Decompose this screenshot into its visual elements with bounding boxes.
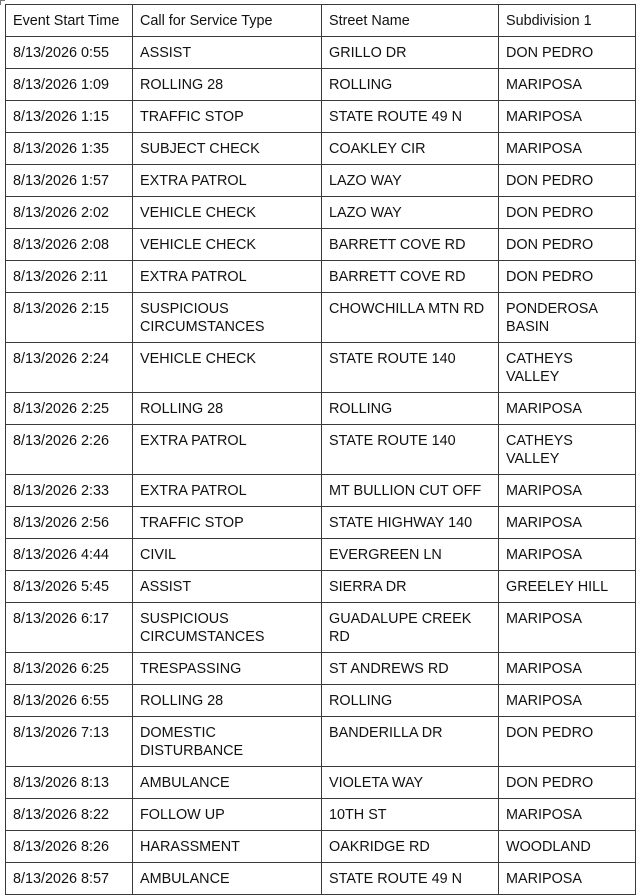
cell-call-type: SUBJECT CHECK: [133, 133, 322, 165]
cell-call-type: EXTRA PATROL: [133, 165, 322, 197]
cell-street-name: EVERGREEN LN: [322, 539, 499, 571]
cell-call-type: DOMESTIC DISTURBANCE: [133, 717, 322, 767]
column-header-subdivision: Subdivision 1: [499, 5, 636, 37]
cell-event-start-time: 8/13/2026 2:26: [6, 425, 133, 475]
cell-subdivision: MARIPOSA: [499, 653, 636, 685]
cell-call-type: ROLLING 28: [133, 393, 322, 425]
cell-subdivision: MARIPOSA: [499, 393, 636, 425]
cell-call-type: EXTRA PATROL: [133, 261, 322, 293]
cell-event-start-time: 8/13/2026 2:08: [6, 229, 133, 261]
cell-call-type: SUSPICIOUS CIRCUMSTANCES: [133, 293, 322, 343]
table-row: [6, 293, 636, 343]
cell-call-type: ROLLING 28: [133, 69, 322, 101]
cell-event-start-time: 8/13/2026 1:09: [6, 69, 133, 101]
cell-event-start-time: 8/13/2026 8:57: [6, 863, 133, 895]
cell-subdivision: DON PEDRO: [499, 261, 636, 293]
cell-street-name: COAKLEY CIR: [322, 133, 499, 165]
table-row: [6, 653, 636, 685]
cell-street-name: STATE ROUTE 140: [322, 343, 499, 393]
cell-street-name: STATE HIGHWAY 140: [322, 507, 499, 539]
cell-event-start-time: 8/13/2026 2:11: [6, 261, 133, 293]
cell-subdivision: MARIPOSA: [499, 603, 636, 653]
cell-street-name: LAZO WAY: [322, 197, 499, 229]
cell-call-type: SUSPICIOUS CIRCUMSTANCES: [133, 603, 322, 653]
cell-event-start-time: 8/13/2026 1:35: [6, 133, 133, 165]
cell-street-name: VIOLETA WAY: [322, 767, 499, 799]
cell-street-name: ROLLING: [322, 685, 499, 717]
cell-event-start-time: 8/13/2026 1:57: [6, 165, 133, 197]
cell-street-name: BARRETT COVE RD: [322, 229, 499, 261]
cell-event-start-time: 8/13/2026 8:22: [6, 799, 133, 831]
cell-subdivision: WOODLAND: [499, 831, 636, 863]
cell-event-start-time: 8/13/2026 2:24: [6, 343, 133, 393]
cell-event-start-time: 8/13/2026 0:55: [6, 37, 133, 69]
table-row: [6, 685, 636, 717]
cell-subdivision: CATHEYS VALLEY: [499, 343, 636, 393]
table-row: [6, 165, 636, 197]
cell-street-name: CHOWCHILLA MTN RD: [322, 293, 499, 343]
cell-subdivision: GREELEY HILL: [499, 571, 636, 603]
cell-subdivision: DON PEDRO: [499, 165, 636, 197]
cell-event-start-time: 8/13/2026 8:13: [6, 767, 133, 799]
table-row: [6, 831, 636, 863]
cell-subdivision: MARIPOSA: [499, 863, 636, 895]
table-row: [6, 393, 636, 425]
cell-call-type: ASSIST: [133, 571, 322, 603]
cell-event-start-time: 8/13/2026 2:25: [6, 393, 133, 425]
table-row: [6, 799, 636, 831]
cell-subdivision: MARIPOSA: [499, 101, 636, 133]
table-row: [6, 863, 636, 895]
cell-subdivision: MARIPOSA: [499, 69, 636, 101]
cell-event-start-time: 8/13/2026 6:17: [6, 603, 133, 653]
cell-event-start-time: 8/13/2026 7:13: [6, 717, 133, 767]
cell-street-name: STATE ROUTE 49 N: [322, 863, 499, 895]
cell-call-type: EXTRA PATROL: [133, 425, 322, 475]
cell-call-type: CIVIL: [133, 539, 322, 571]
cell-subdivision: MARIPOSA: [499, 799, 636, 831]
cell-call-type: FOLLOW UP: [133, 799, 322, 831]
cell-event-start-time: 8/13/2026 6:25: [6, 653, 133, 685]
cell-street-name: BANDERILLA DR: [322, 717, 499, 767]
table-row: [6, 603, 636, 653]
column-header-call-type: Call for Service Type: [133, 5, 322, 37]
cell-street-name: STATE ROUTE 140: [322, 425, 499, 475]
table-row: [6, 767, 636, 799]
cell-street-name: BARRETT COVE RD: [322, 261, 499, 293]
cell-event-start-time: 8/13/2026 6:55: [6, 685, 133, 717]
cell-street-name: SIERRA DR: [322, 571, 499, 603]
table-row: [6, 425, 636, 475]
table-row: [6, 101, 636, 133]
cell-street-name: ROLLING: [322, 69, 499, 101]
cell-subdivision: DON PEDRO: [499, 229, 636, 261]
table-row: [6, 539, 636, 571]
cell-call-type: AMBULANCE: [133, 863, 322, 895]
cell-subdivision: DON PEDRO: [499, 767, 636, 799]
cell-event-start-time: 8/13/2026 5:45: [6, 571, 133, 603]
cell-street-name: STATE ROUTE 49 N: [322, 101, 499, 133]
cell-call-type: TRAFFIC STOP: [133, 507, 322, 539]
cell-street-name: ST ANDREWS RD: [322, 653, 499, 685]
cell-subdivision: DON PEDRO: [499, 37, 636, 69]
table-row: [6, 229, 636, 261]
table-row: [6, 343, 636, 393]
table-row: [6, 197, 636, 229]
cell-street-name: 10TH ST: [322, 799, 499, 831]
column-header-event-start-time: Event Start Time: [6, 5, 133, 37]
cell-street-name: MT BULLION CUT OFF: [322, 475, 499, 507]
cell-subdivision: MARIPOSA: [499, 685, 636, 717]
column-header-street-name: Street Name: [322, 5, 499, 37]
cell-subdivision: DON PEDRO: [499, 717, 636, 767]
cell-subdivision: CATHEYS VALLEY: [499, 425, 636, 475]
cell-street-name: GUADALUPE CREEK RD: [322, 603, 499, 653]
cell-subdivision: MARIPOSA: [499, 133, 636, 165]
header-row: [6, 5, 636, 37]
table-row: [6, 571, 636, 603]
cell-subdivision: MARIPOSA: [499, 539, 636, 571]
cell-event-start-time: 8/13/2026 4:44: [6, 539, 133, 571]
cell-call-type: ROLLING 28: [133, 685, 322, 717]
cell-call-type: AMBULANCE: [133, 767, 322, 799]
call-log-sheet: [5, 4, 636, 895]
cell-call-type: VEHICLE CHECK: [133, 343, 322, 393]
table-row: [6, 717, 636, 767]
cell-subdivision: MARIPOSA: [499, 507, 636, 539]
table-row: [6, 261, 636, 293]
cell-street-name: GRILLO DR: [322, 37, 499, 69]
cell-street-name: OAKRIDGE RD: [322, 831, 499, 863]
cell-subdivision: PONDEROSA BASIN: [499, 293, 636, 343]
cell-call-type: VEHICLE CHECK: [133, 197, 322, 229]
cell-event-start-time: 8/13/2026 2:33: [6, 475, 133, 507]
cell-event-start-time: 8/13/2026 8:26: [6, 831, 133, 863]
cell-event-start-time: 8/13/2026 2:02: [6, 197, 133, 229]
cell-call-type: VEHICLE CHECK: [133, 229, 322, 261]
cell-street-name: LAZO WAY: [322, 165, 499, 197]
cell-call-type: HARASSMENT: [133, 831, 322, 863]
cell-call-type: TRESPASSING: [133, 653, 322, 685]
cell-street-name: ROLLING: [322, 393, 499, 425]
cell-subdivision: MARIPOSA: [499, 475, 636, 507]
cell-subdivision: DON PEDRO: [499, 197, 636, 229]
table-row: [6, 507, 636, 539]
cell-event-start-time: 8/13/2026 2:15: [6, 293, 133, 343]
table-row: [6, 69, 636, 101]
cell-call-type: TRAFFIC STOP: [133, 101, 322, 133]
cell-call-type: EXTRA PATROL: [133, 475, 322, 507]
cell-event-start-time: 8/13/2026 2:56: [6, 507, 133, 539]
cell-event-start-time: 8/13/2026 1:15: [6, 101, 133, 133]
table-body: [6, 37, 636, 895]
cell-call-type: ASSIST: [133, 37, 322, 69]
table-row: [6, 133, 636, 165]
table-row: [6, 37, 636, 69]
call-log-table: [5, 4, 636, 895]
table-row: [6, 475, 636, 507]
